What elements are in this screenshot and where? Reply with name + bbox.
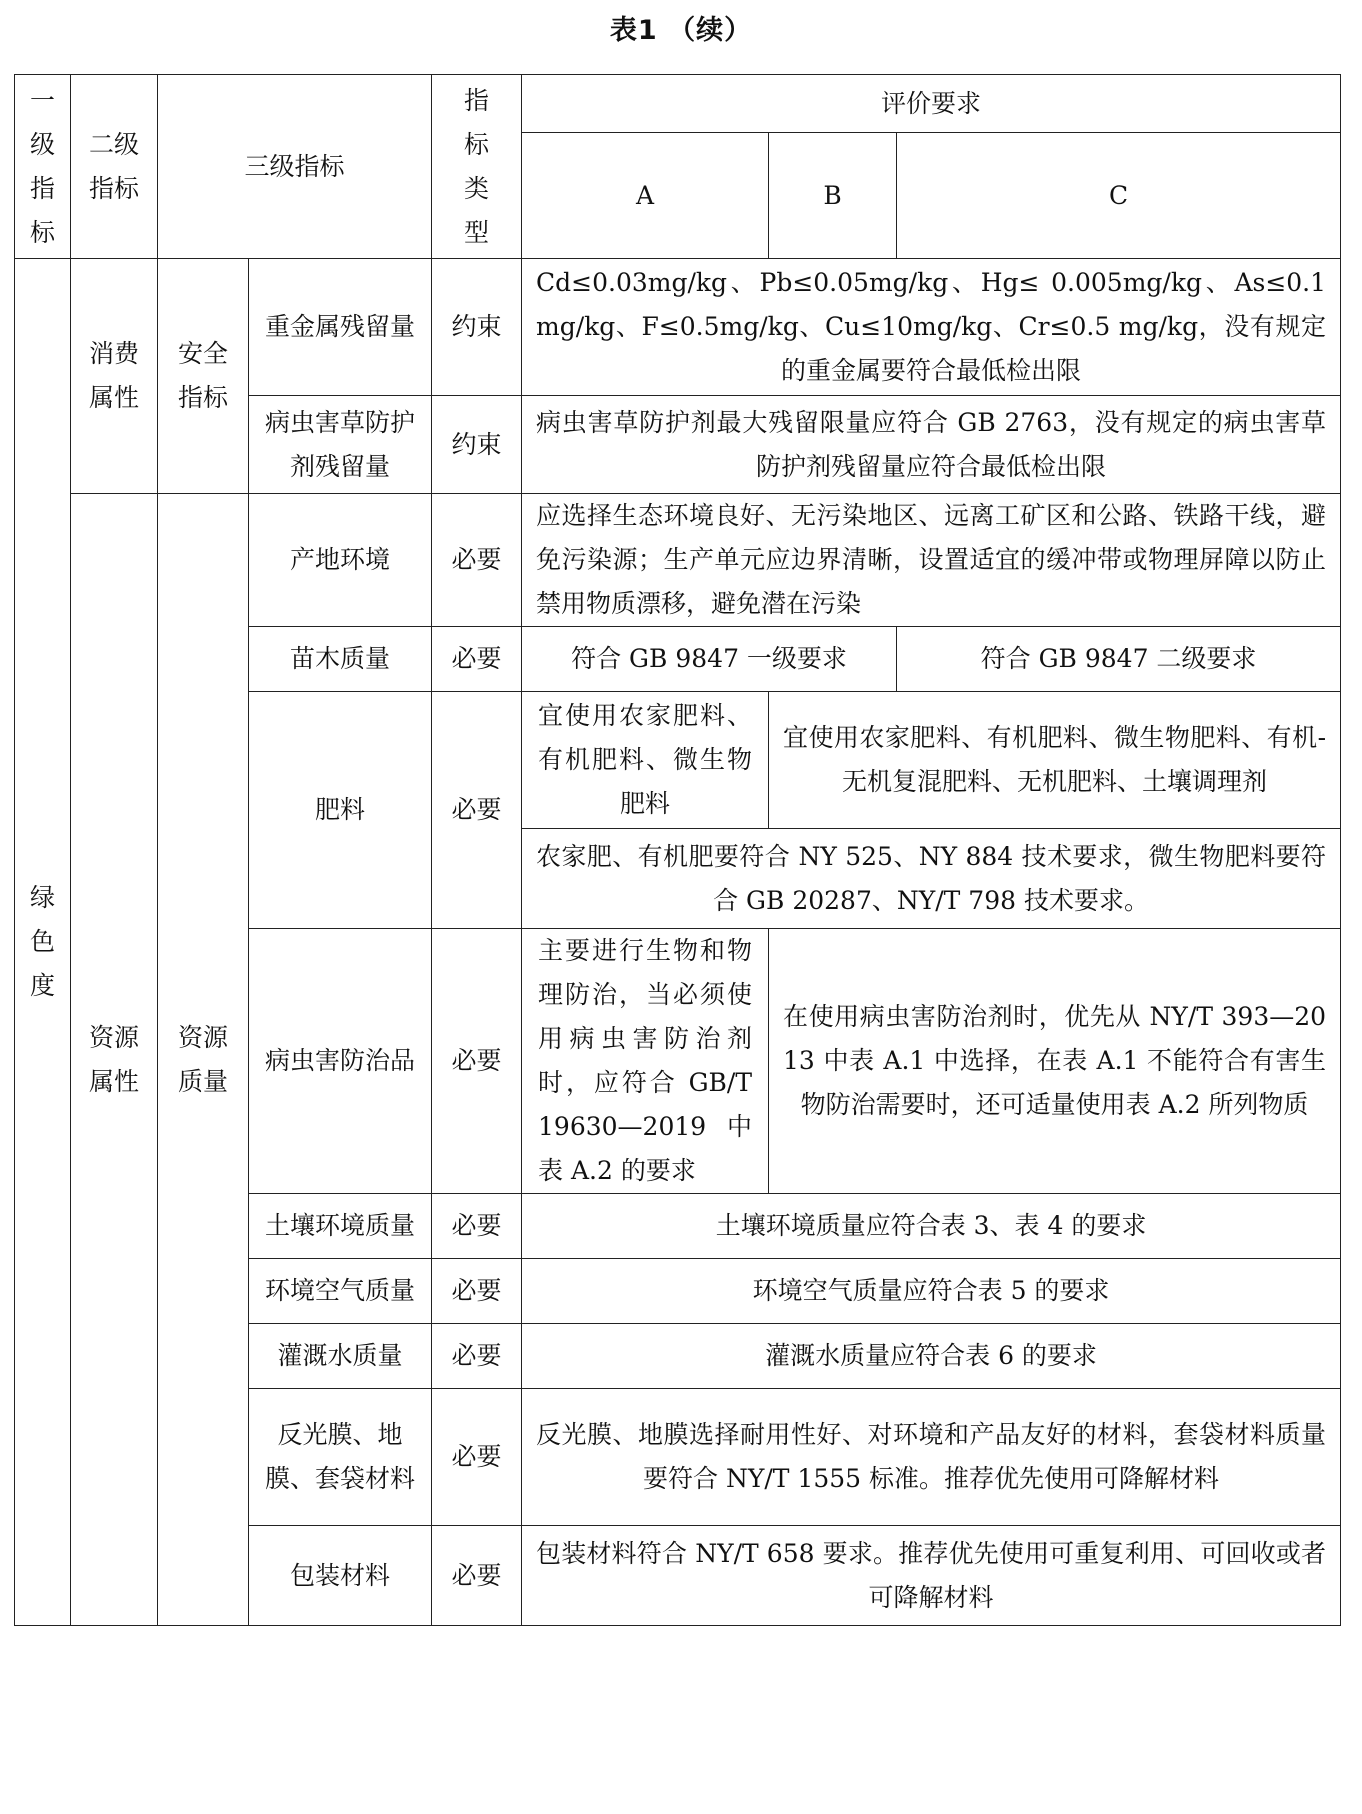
requirement: 灌溉水质量应符合表 6 的要求 [522,1324,1341,1389]
indicator-name: 灌溉水质量 [249,1324,432,1389]
indicator-type: 必要 [432,1259,522,1324]
table-row [15,259,1341,396]
indicator-type: 必要 [432,929,522,1194]
evaluation-table [14,74,1341,1626]
requirement-ab: 符合 GB 9847 一级要求 [522,627,897,692]
requirement: 反光膜、地膜选择耐用性好、对环境和产品友好的材料，套袋材料质量要符合 NY/T 1555 标准。推荐优先使用可降解材料 [522,1389,1341,1526]
level2-resource: 资源属性 [71,494,158,1626]
indicator-type: 必要 [432,1194,522,1259]
requirement-a: 主要进行生物和物理防治，当必须使用病虫害防治剂时，应符合 GB/T 19630—2019 中表 A.2 的要求 [522,929,769,1194]
requirement: 环境空气质量应符合表 5 的要求 [522,1259,1341,1324]
level3-resource-quality: 资源质量 [158,494,249,1626]
indicator-name: 环境空气质量 [249,1259,432,1324]
level2-consumption: 消费属性 [71,259,158,494]
header-level1: 一级指标 [15,75,71,259]
requirement: 包装材料符合 NY/T 658 要求。推荐优先使用可重复利用、可回收或者可降解材料 [522,1526,1341,1626]
requirement: 应选择生态环境良好、无污染地区、远离工矿区和公路、铁路干线，避免污染源；生产单元应边界清晰，设置适宜的缓冲带或物理屏障以防止禁用物质漂移，避免潜在污染 [522,494,1341,627]
requirement-c: 符合 GB 9847 二级要求 [897,627,1341,692]
indicator-type: 必要 [432,627,522,692]
table-title: 表1 （续） [609,15,753,46]
indicator-type: 约束 [432,396,522,494]
header-eval: 评价要求 [522,75,1341,133]
indicator-type: 约束 [432,259,522,396]
indicator-type: 必要 [432,1526,522,1626]
indicator-type: 必要 [432,494,522,627]
indicator-name: 土壤环境质量 [249,1194,432,1259]
requirement-bc: 宜使用农家肥料、有机肥料、微生物肥料、有机-无机复混肥料、无机肥料、土壤调理剂 [769,692,1341,829]
indicator-name: 苗木质量 [249,627,432,692]
indicator-name: 产地环境 [249,494,432,627]
indicator-name: 重金属残留量 [249,259,432,396]
header-grade-c: C [897,133,1341,259]
header-level2: 二级指标 [71,75,158,259]
header-row [15,75,1341,133]
indicator-name: 病虫害草防护剂残留量 [249,396,432,494]
table-row [15,494,1341,627]
indicator-name: 包装材料 [249,1526,432,1626]
header-type: 指标类型 [432,75,522,259]
requirement: 病虫害草防护剂最大残留限量应符合 GB 2763，没有规定的病虫害草防护剂残留量应符合最低检出限 [522,396,1341,494]
requirement: 土壤环境质量应符合表 3、表 4 的要求 [522,1194,1341,1259]
indicator-type: 必要 [432,692,522,929]
indicator-name: 反光膜、地膜、套袋材料 [249,1389,432,1526]
header-grade-a: A [522,133,769,259]
indicator-name: 肥料 [249,692,432,929]
requirement: 农家肥、有机肥要符合 NY 525、NY 884 技术要求，微生物肥料要符合 GB 20287、NY/T 798 技术要求。 [522,829,1341,929]
requirement-bc: 在使用病虫害防治剂时，优先从 NY/T 393—2013 中表 A.1 中选择，在表 A.1 不能符合有害生物防治需要时，还可适量使用表 A.2 所列物质 [769,929,1341,1194]
level3-safety: 安全指标 [158,259,249,494]
header-level3: 三级指标 [158,75,432,259]
indicator-name: 病虫害防治品 [249,929,432,1194]
level1-green: 绿色度 [15,259,71,1626]
indicator-type: 必要 [432,1389,522,1526]
indicator-type: 必要 [432,1324,522,1389]
requirement: Cd≤0.03mg/kg、Pb≤0.05mg/kg、Hg≤ 0.005mg/kg、As≤0.1 mg/kg、F≤0.5mg/kg、Cu≤10mg/kg、Cr≤0.5 mg/kg，没有规定的重金属要符合最低检出限 [522,259,1341,396]
header-grade-b: B [769,133,897,259]
requirement-a: 宜使用农家肥料、有机肥料、微生物肥料 [522,692,769,829]
